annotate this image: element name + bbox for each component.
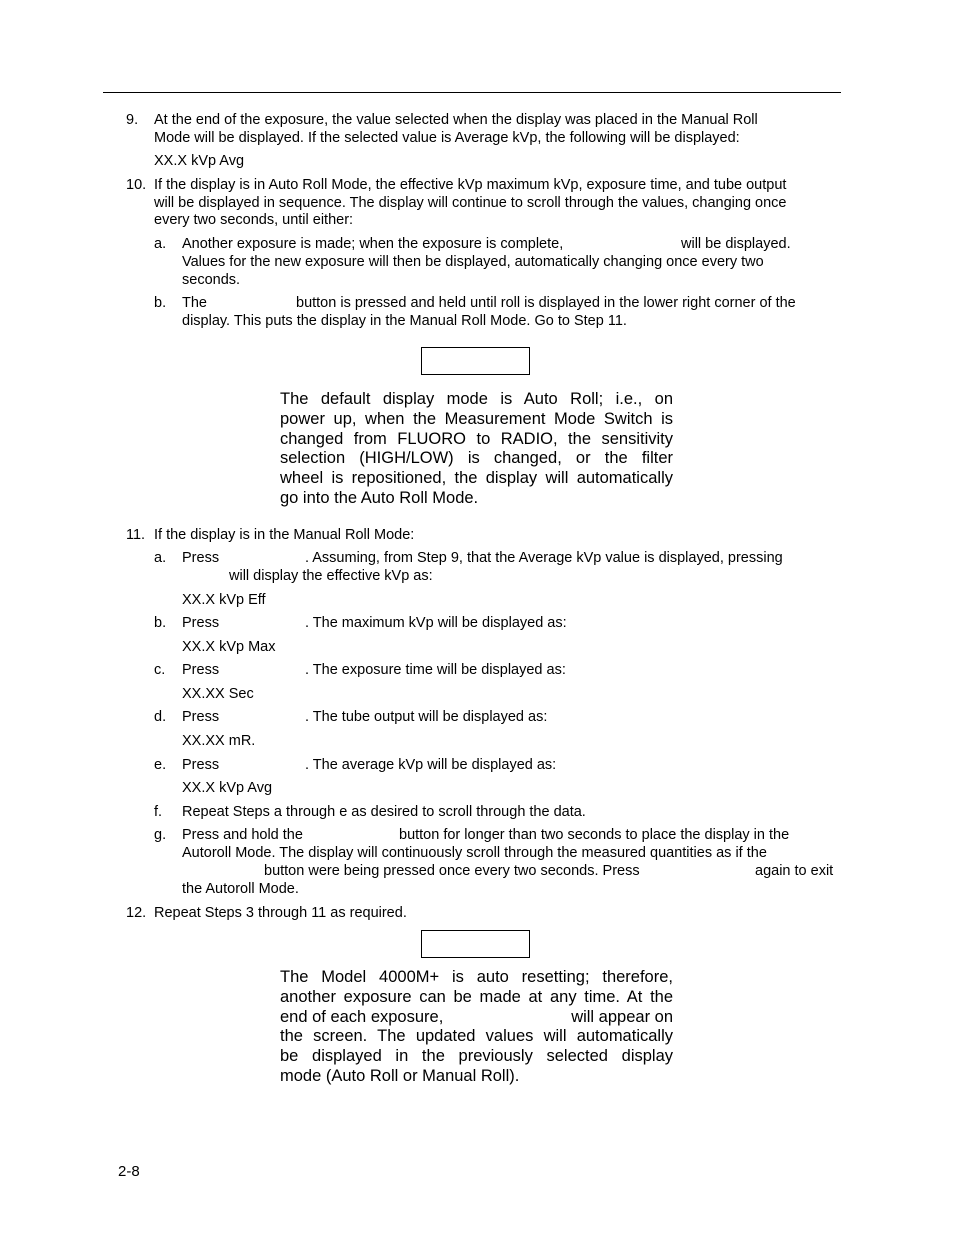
substep-text: Another exposure is made; when the exposure is complete, (182, 236, 564, 252)
display-readout: XX.X kVp Avg (182, 780, 273, 796)
substep-text: Press (182, 662, 220, 678)
substep-letter: d. (154, 709, 167, 725)
note-line: The default display mode is Auto Roll; i.e., on (280, 390, 673, 408)
substep-text: Autoroll Mode. The display will continuously scroll through the measured quantities as if the (182, 845, 767, 861)
substep-text: Press (182, 709, 220, 725)
display-readout: XX.XX Sec (182, 686, 254, 702)
substep-text: . Assuming, from Step 9, that the Average kVp value is displayed, pressing (305, 550, 783, 566)
substep-text: Press (182, 550, 220, 566)
substep-letter: b. (154, 295, 167, 311)
display-readout: XX.X kVp Eff (182, 592, 266, 608)
step-number: 11. (126, 527, 146, 543)
display-readout: XX.X kVp Max (182, 639, 276, 655)
display-readout: XX.XX mR. (182, 733, 256, 749)
step-text: At the end of the exposure, the value selected when the display was placed in the Manual Roll (154, 112, 758, 128)
substep-text: seconds. (182, 272, 241, 288)
step-text: If the display is in the Manual Roll Mode: (154, 527, 415, 543)
substep-letter: f. (154, 804, 163, 820)
step-text: every two seconds, until either: (154, 212, 354, 228)
note-text: will appear on (571, 1007, 673, 1026)
substep-text: Repeat Steps a through e as desired to scroll through the data. (182, 804, 586, 820)
step-text: If the display is in Auto Roll Mode, the effective kVp maximum kVp, exposure time, and tube output (154, 177, 787, 193)
header-rule (103, 92, 841, 93)
substep-text: Values for the new exposure will then be displayed, automatically changing once every two (182, 254, 764, 270)
substep-text: Press (182, 757, 220, 773)
substep-text: again to exit (755, 863, 834, 879)
display-readout: XX.X kVp Avg (154, 153, 245, 169)
note-line: wheel is repositioned, the display will automatically (280, 469, 673, 488)
note-paragraph (280, 389, 673, 508)
substep-text: the Autoroll Mode. (182, 881, 299, 897)
note-line (280, 1007, 673, 1027)
note-line: another exposure can be made at any time. At the (280, 987, 673, 1006)
substep-text: Press (182, 615, 220, 631)
note-line: power up, when the Measurement Mode Switch is (280, 409, 673, 428)
substep-letter: c. (154, 662, 166, 678)
note-paragraph (280, 967, 673, 1086)
substep-text: will display the effective kVp as: (229, 568, 433, 584)
step-number: 12. (126, 905, 147, 921)
page-number: 2-8 (118, 1163, 140, 1180)
note-line: go into the Auto Roll Mode. (280, 488, 479, 507)
step-text: Mode will be displayed. If the selected value is Average kVp, the following will be displayed: (154, 130, 740, 146)
note-label-box (421, 347, 530, 375)
substep-text: button is pressed and held until roll is displayed in the lower right corner of the (296, 295, 796, 311)
substep-text: . The maximum kVp will be displayed as: (305, 615, 567, 631)
substep-letter: b. (154, 615, 167, 631)
note-label-box (421, 930, 530, 958)
substep-text: The (182, 295, 207, 311)
note-line: mode (Auto Roll or Manual Roll). (280, 1066, 520, 1085)
note-line: the screen. The updated values will automatically (280, 1027, 673, 1046)
substep-text: . The exposure time will be displayed as: (305, 662, 566, 678)
substep-letter: g. (154, 827, 167, 843)
note-line: changed from FLUORO to RADIO, the sensitivity (280, 429, 673, 448)
step-number: 9. (126, 112, 139, 128)
note-line: selection (HIGH/LOW) is changed, or the filter (280, 449, 673, 468)
substep-text: button were being pressed once every two seconds. Press (264, 863, 640, 879)
substep-text: button for longer than two seconds to place the display in the (399, 827, 790, 843)
substep-letter: a. (154, 236, 167, 252)
substep-text: . The average kVp will be displayed as: (305, 757, 557, 773)
substep-text: . The tube output will be displayed as: (305, 709, 548, 725)
note-line: The Model 4000M+ is auto resetting; therefore, (280, 968, 673, 986)
substep-letter: e. (154, 757, 167, 773)
substep-text: will be displayed. (681, 236, 791, 252)
note-text: end of each exposure, (280, 1007, 444, 1026)
step-text: will be displayed in sequence. The display will continue to scroll through the values, changing once (154, 195, 787, 211)
step-number: 10. (126, 177, 147, 193)
note-line: be displayed in the previously selected display (280, 1047, 673, 1066)
substep-text: display. This puts the display in the Manual Roll Mode. Go to Step 11. (182, 313, 627, 329)
step-text: Repeat Steps 3 through 11 as required. (154, 905, 407, 921)
substep-letter: a. (154, 550, 167, 566)
substep-text: Press and hold the (182, 827, 303, 843)
